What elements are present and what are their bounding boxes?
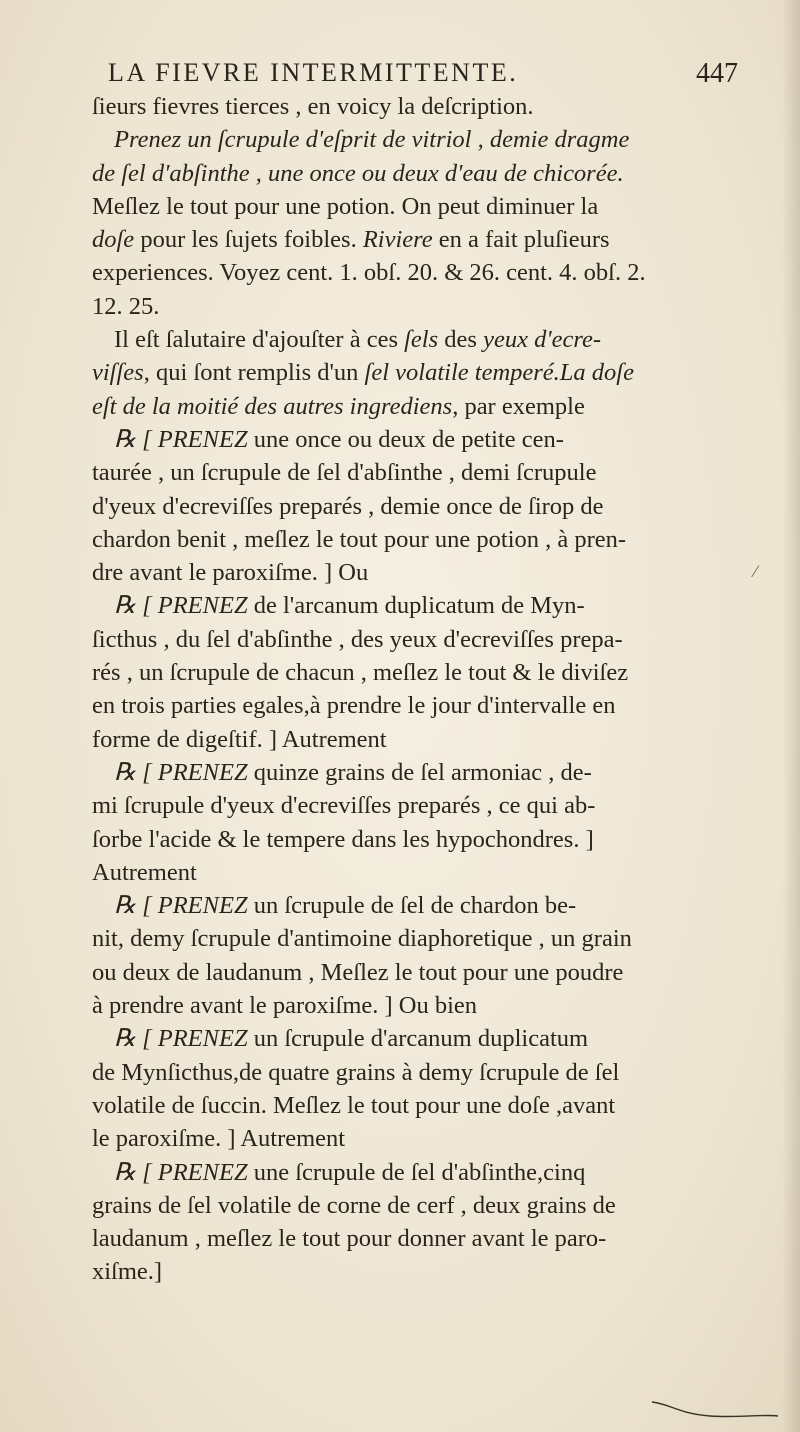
text-run: un ſcrupule de ſel de chardon be- <box>247 892 577 920</box>
text-line <box>92 356 732 389</box>
text-line: Prenez un ſcrupule d'eſprit de vitriol , demie dragme <box>114 126 630 154</box>
text-line: ou deux de laudanum , Meſlez le tout pour une poudre <box>92 958 624 986</box>
text-line: rés , un ſcrupule de chacun , meſlez le tout & le diviſez <box>92 659 629 687</box>
text-line: Autrement <box>92 858 197 886</box>
page-edge-shadow <box>782 0 800 1432</box>
text-line: nit, demy ſcrupule d'antimoine diaphoretique , un grain <box>92 925 632 953</box>
text-line <box>92 1022 732 1055</box>
text-line: le paroxiſme. ] Autrement <box>92 1125 346 1153</box>
text-run: , qui ſont remplis d'un <box>143 359 365 387</box>
text-line <box>92 223 732 256</box>
text-run: , par exemple <box>452 392 585 420</box>
text-line: experiences. Voyez cent. 1. obſ. 20. & 26. cent. 4. obſ. 2. <box>92 259 646 287</box>
text-run: des <box>438 326 484 354</box>
text-run: ſel volatile temperé.La doſe <box>364 359 634 387</box>
margin-tick-mark: ⁄ <box>754 562 757 581</box>
running-title: LA FIEVRE INTERMITTENTE. <box>108 58 519 87</box>
text-line: xiſme.] <box>92 1258 163 1286</box>
text-line <box>92 756 732 789</box>
text-run: yeux d'ecre- <box>483 326 601 354</box>
text-run: eſt de la moitié des autres ingrediens <box>92 392 453 420</box>
text-line: à prendre avant le paroxiſme. ] Ou bien <box>92 992 478 1020</box>
text-run: quinze grains de ſel armoniac , de- <box>247 758 592 786</box>
recipe-sign: ℞ [ <box>114 425 158 453</box>
text-line <box>92 390 732 423</box>
page-number: 447 <box>696 58 738 89</box>
text-line: laudanum , meſlez le tout pour donner avant le paro- <box>92 1225 607 1253</box>
text-line <box>92 889 732 922</box>
text-run: PRENEZ <box>157 892 248 920</box>
text-run: une once ou deux de petite cen- <box>247 425 564 453</box>
text-run: Riviere <box>362 226 433 254</box>
text-line: forme de digeſtif. ] Autrement <box>92 725 387 753</box>
text-line: ſorbe l'acide & le tempere dans les hypochondres. ] <box>92 825 594 853</box>
text-line <box>92 1156 732 1189</box>
text-line: ſicthus , du ſel d'abſinthe , des yeux d'ecreviſſes prepa- <box>92 625 623 653</box>
recipe-sign: ℞ [ <box>114 1158 158 1186</box>
text-run: une ſcrupule de ſel d'abſinthe,cinq <box>247 1158 586 1186</box>
recipe-sign: ℞ [ <box>114 758 158 786</box>
text-line: volatile de ſuccin. Meſlez le tout pour une doſe ,avant <box>92 1091 616 1119</box>
body-text <box>92 90 732 1289</box>
text-line: grains de ſel volatile de corne de cerf , deux grains de <box>92 1191 616 1219</box>
text-line: chardon benit , meſlez le tout pour une potion , à pren- <box>92 525 627 553</box>
text-run: viſſes <box>92 359 144 387</box>
text-line <box>92 423 732 456</box>
ink-flourish <box>650 1392 780 1422</box>
text-run: PRENEZ <box>157 1025 248 1053</box>
text-line: Meſlez le tout pour une potion. On peut diminuer la <box>92 192 599 220</box>
text-line: 12. 25. <box>92 292 160 320</box>
text-run: Il eſt ſalutaire d'ajouſter à ces <box>114 326 405 354</box>
text-run: pour les ſujets foibles. <box>134 226 363 254</box>
text-run: PRENEZ <box>157 1158 248 1186</box>
text-line: de ſel d'abſinthe , une once ou deux d'eau de chicorée. <box>92 159 624 187</box>
text-run: PRENEZ <box>157 758 248 786</box>
text-line <box>92 589 732 622</box>
recipe-sign: ℞ [ <box>114 892 158 920</box>
recipe-sign: ℞ [ <box>114 1025 158 1053</box>
text-run: PRENEZ <box>157 425 248 453</box>
text-run: ſels <box>404 326 439 354</box>
text-line: en trois parties egales,à prendre le jour d'intervalle en <box>92 692 616 720</box>
text-run: en a fait pluſieurs <box>432 226 610 254</box>
text-line: mi ſcrupule d'yeux d'ecreviſſes preparés , ce qui ab- <box>92 792 596 820</box>
text-line: de Mynſicthus,de quatre grains à demy ſcrupule de ſel <box>92 1058 620 1086</box>
recipe-sign: ℞ [ <box>114 592 158 620</box>
text-line: taurée , un ſcrupule de ſel d'abſinthe , demi ſcrupule <box>92 459 597 487</box>
text-run: doſe <box>92 226 135 254</box>
text-run: un ſcrupule d'arcanum duplicatum <box>247 1025 589 1053</box>
text-line: dre avant le paroxiſme. ] Ou <box>92 559 369 587</box>
text-line: ſieurs fievres tierces , en voicy la deſcription. <box>92 93 534 120</box>
text-line <box>92 323 732 356</box>
text-run: de l'arcanum duplicatum de Myn- <box>247 592 585 620</box>
page-header <box>108 50 738 90</box>
text-line: d'yeux d'ecreviſſes preparés , demie once de ſirop de <box>92 492 604 520</box>
text-run: PRENEZ <box>157 592 248 620</box>
